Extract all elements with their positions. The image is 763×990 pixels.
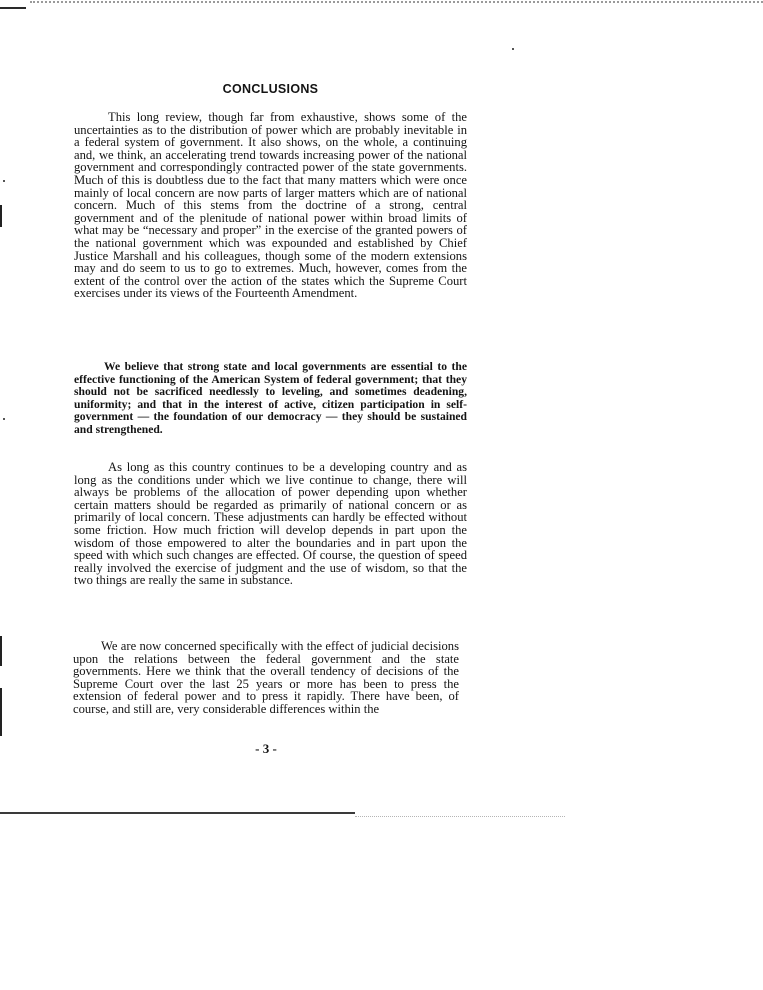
scan-border-dots xyxy=(30,1,763,3)
scan-speck xyxy=(512,48,514,50)
scan-bottom-rule xyxy=(0,812,355,814)
paragraph-2-bold: We believe that strong state and local governments are essential to the effective functioning of the American System of federal government; that they should not be sacrificed needlessly to leveling, and sometimes deadening, uniformity; and that in the interest of active, citizen participation in self-government — the foundation of our democracy — they should be sustained and strengthened. xyxy=(74,360,467,436)
scan-edge-mark xyxy=(0,688,2,736)
paragraph-3: As long as this country continues to be a developing country and as long as the conditions under which we live continue to change, there will always be problems of the allocation of power depending upon whether certain matters should be regarded as primarily of national concern or as primarily of local concern. These adjustments can hardly be effected without some friction. How much friction will develop depends in part upon the wisdom of those empowered to alter the boundaries and in part upon the speed with which such changes are effected. Of course, the question of speed really involved the exercise of judgment and the use of wisdom, so that the two things are really the same in substance. xyxy=(74,460,467,588)
scan-speck xyxy=(3,180,5,182)
paragraph-1: This long review, though far from exhaustive, shows some of the uncertainties as to the distribution of power which are probably inevitable in a federal system of government. It also shows, on the whole, a continuing and, we think, an accelerating trend towards increasing power of the national government and correspondingly contracted power of the state governments. Much of this is doubtless due to the fact that many matters which were once mainly of local concern are now parts of larger matters which are of national concern. Much of this stems from the doctrine of a strong, central government and of the plenitude of national power within broad limits of what may be “necessary and proper” in the exercise of the granted powers of the national government which was expounded and established by Chief Justice Marshall and his colleagues, though some of the modern extensions may and do seem to us to go to extremes. Much, however, comes from the extent of the control over the action of the states which the Supreme Court exercises under its views of the Fourteenth Amendment. xyxy=(74,110,467,301)
scan-speck xyxy=(3,418,5,420)
scan-bottom-rule-faint xyxy=(355,816,565,817)
scan-corner-mark xyxy=(0,7,26,9)
paragraph-4: We are now concerned specifically with the effect of judicial decisions upon the relations between the federal government and the state governments. Here we think that the overall tendency of decisions of the Supreme Court over the last 25 years or more has been to press the extension of federal power and to press it rapidly. There have been, of course, and still are, very considerable differences within the xyxy=(73,639,459,716)
page-number: - 3 - xyxy=(255,741,277,756)
scan-edge-mark xyxy=(0,205,2,227)
page-title: CONCLUSIONS xyxy=(222,82,319,96)
scan-edge-mark xyxy=(0,636,2,666)
